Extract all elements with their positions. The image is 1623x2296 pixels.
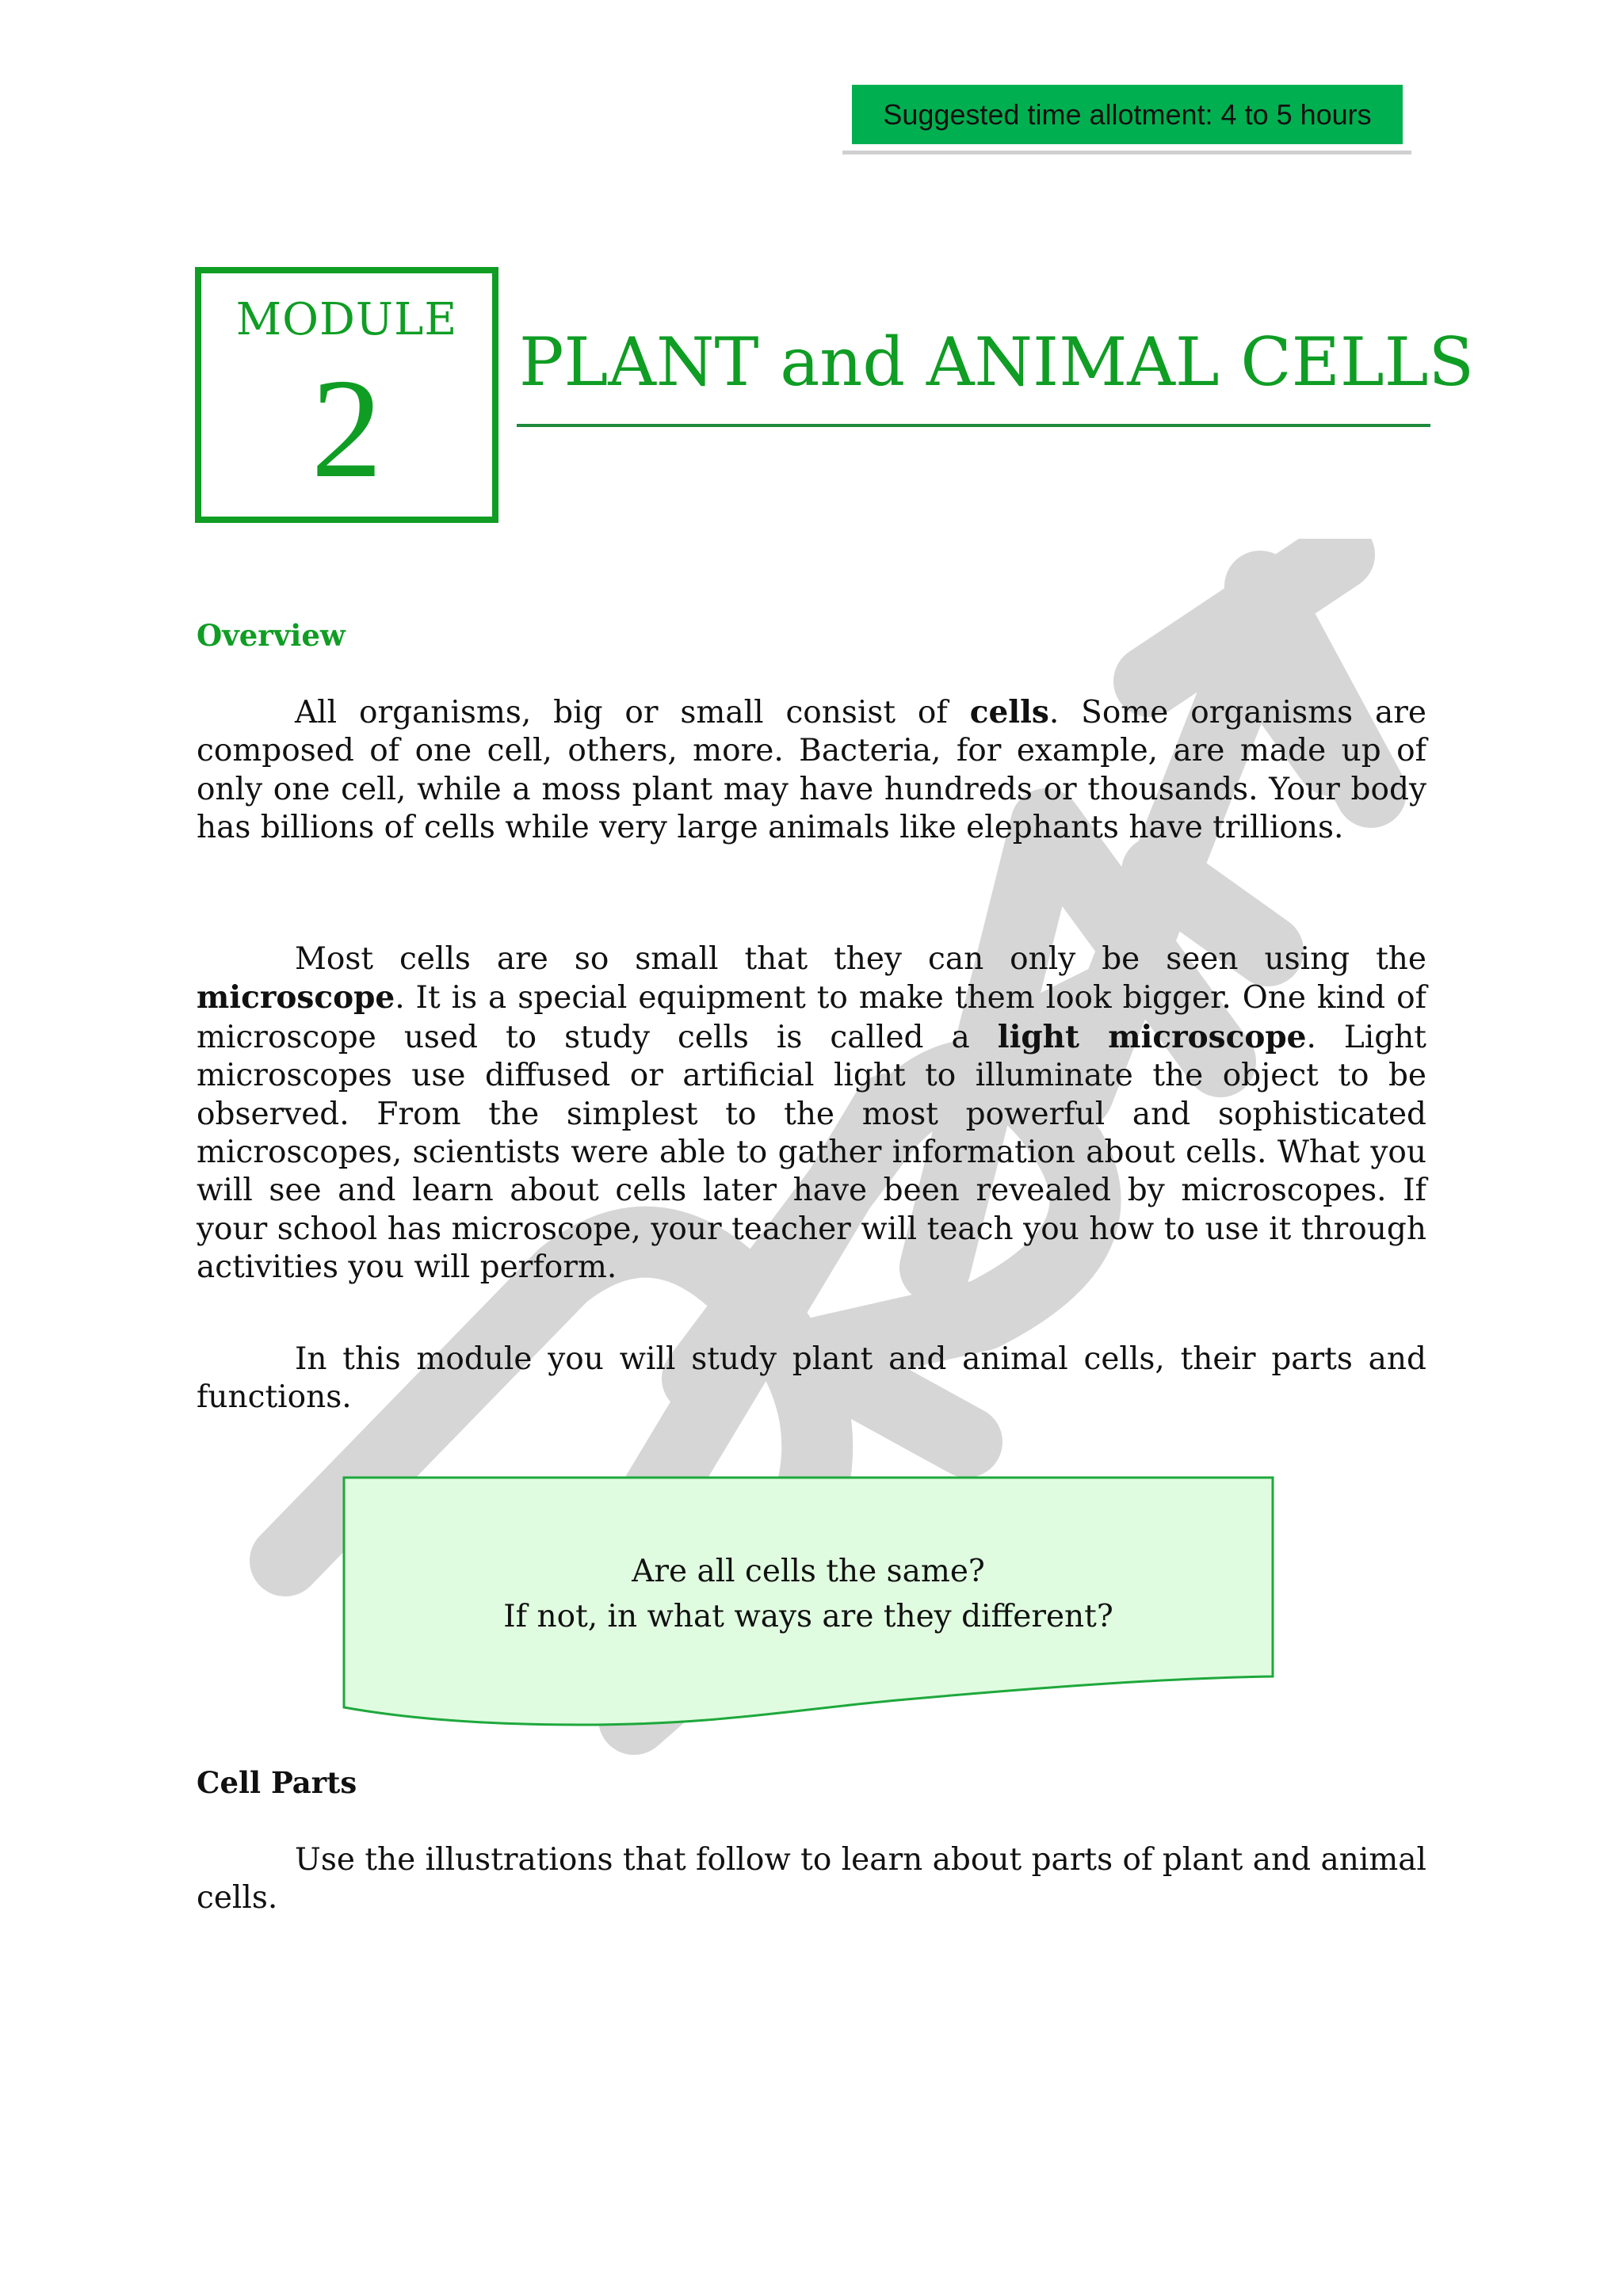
text-run: . Some organisms are composed of one cell, others, more. Bacteria, for example, are made up of only one cell, while a moss plant may have hundreds or thousands. Your body has billions of cells while very large animals like elephants have trillions. [197, 695, 1426, 846]
text-run: . Light microscopes use diffused or artificial light to illuminate the object to be observed. From the simplest to the most powerful and sophisticated microscopes, scientists were able to gather information about cells. What you will see and learn about cells later have been revealed by microscopes. If your school has microscope, your teacher will teach you how to use it through activities you will perform. [197, 1019, 1426, 1286]
time-badge-underline [842, 151, 1411, 154]
overview-heading: Overview [197, 618, 346, 653]
cell-parts-heading: Cell Parts [197, 1765, 357, 1800]
text-run: Most cells are so small that they can only be seen using the [295, 941, 1426, 977]
page-title: PLANT and ANIMAL CELLS [519, 323, 1475, 401]
title-underline [517, 424, 1430, 427]
time-allotment-badge: Suggested time allotment: 4 to 5 hours [852, 85, 1403, 144]
cell-parts-paragraph: Use the illustrations that follow to learn about parts of plant and animal cells. [197, 1842, 1426, 1917]
question-line-2: If not, in what ways are they different? [503, 1599, 1113, 1634]
overview-paragraph-3: In this module you will study plant and animal cells, their parts and functions. [197, 1341, 1426, 1416]
module-number: 2 [311, 349, 383, 507]
question-line-1: Are all cells the same? [632, 1554, 985, 1589]
text-run: All organisms, big or small consist of [295, 695, 970, 730]
term-microscope: microscope [197, 979, 395, 1016]
overview-paragraph-1 [197, 693, 1426, 848]
module-label: MODULE [235, 294, 458, 345]
term-light-microscope: light microscope [997, 1018, 1307, 1055]
term-cells: cells [969, 694, 1049, 730]
guiding-questions [342, 1549, 1274, 1639]
text-run: . It is a special equipment to make them look bigger. One kind of microscope used to study cells is called a [197, 980, 1426, 1055]
module-number-box [195, 267, 498, 523]
overview-paragraph-2 [197, 940, 1426, 1287]
